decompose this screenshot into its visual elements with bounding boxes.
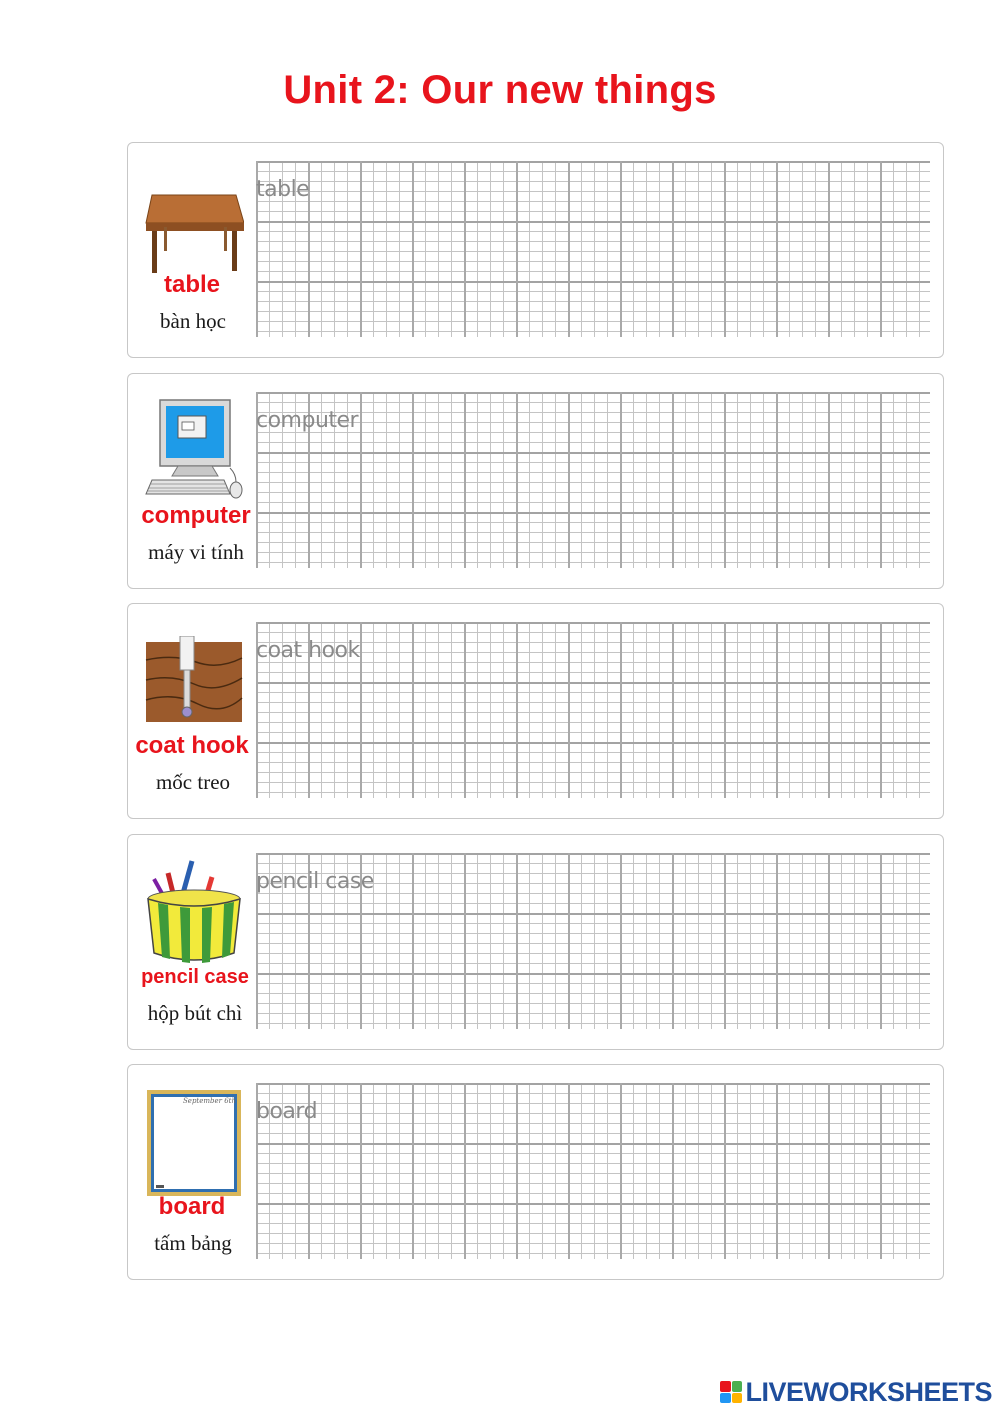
page-title: Unit 2: Our new things — [283, 68, 717, 112]
vocab-word: board — [158, 1193, 226, 1220]
logo-text: LIVEWORKSHEETS — [745, 1376, 992, 1407]
coat-hook-icon — [144, 636, 244, 726]
table-icon — [144, 165, 244, 275]
vocab-card-pencil-case — [127, 834, 944, 1050]
vocab-word: pencil case — [141, 966, 249, 988]
trace-text: table — [256, 177, 310, 202]
writing-grid[interactable] — [256, 1083, 930, 1259]
vocab-word: table — [163, 271, 220, 298]
vocab-card-computer — [127, 373, 944, 589]
vocab-card-board — [127, 1064, 944, 1280]
vocab-meaning: máy vi tính — [148, 540, 244, 564]
vocab-word: computer — [141, 502, 251, 529]
vocab-meaning: bàn học — [160, 309, 226, 333]
trace-text: board — [256, 1099, 318, 1124]
board-icon — [146, 1089, 242, 1197]
vocab-meaning: tấm bảng — [154, 1231, 232, 1255]
pencil-case-icon — [144, 857, 244, 967]
vocab-meaning: mốc treo — [155, 770, 231, 794]
vocab-meaning: hộp bút chì — [147, 1001, 243, 1025]
vocab-card-table — [127, 142, 944, 358]
writing-grid[interactable] — [256, 161, 930, 337]
logo-icon — [720, 1381, 742, 1403]
vocab-word: coat hook — [135, 732, 249, 759]
vocab-card-coat-hook — [127, 603, 944, 819]
trace-text: computer — [256, 408, 359, 433]
liveworksheets-logo — [720, 1376, 992, 1408]
board-writing: September 6th — [183, 1097, 236, 1105]
trace-text: coat hook — [256, 638, 360, 663]
trace-text: pencil case — [256, 869, 374, 894]
computer-icon — [144, 398, 244, 508]
